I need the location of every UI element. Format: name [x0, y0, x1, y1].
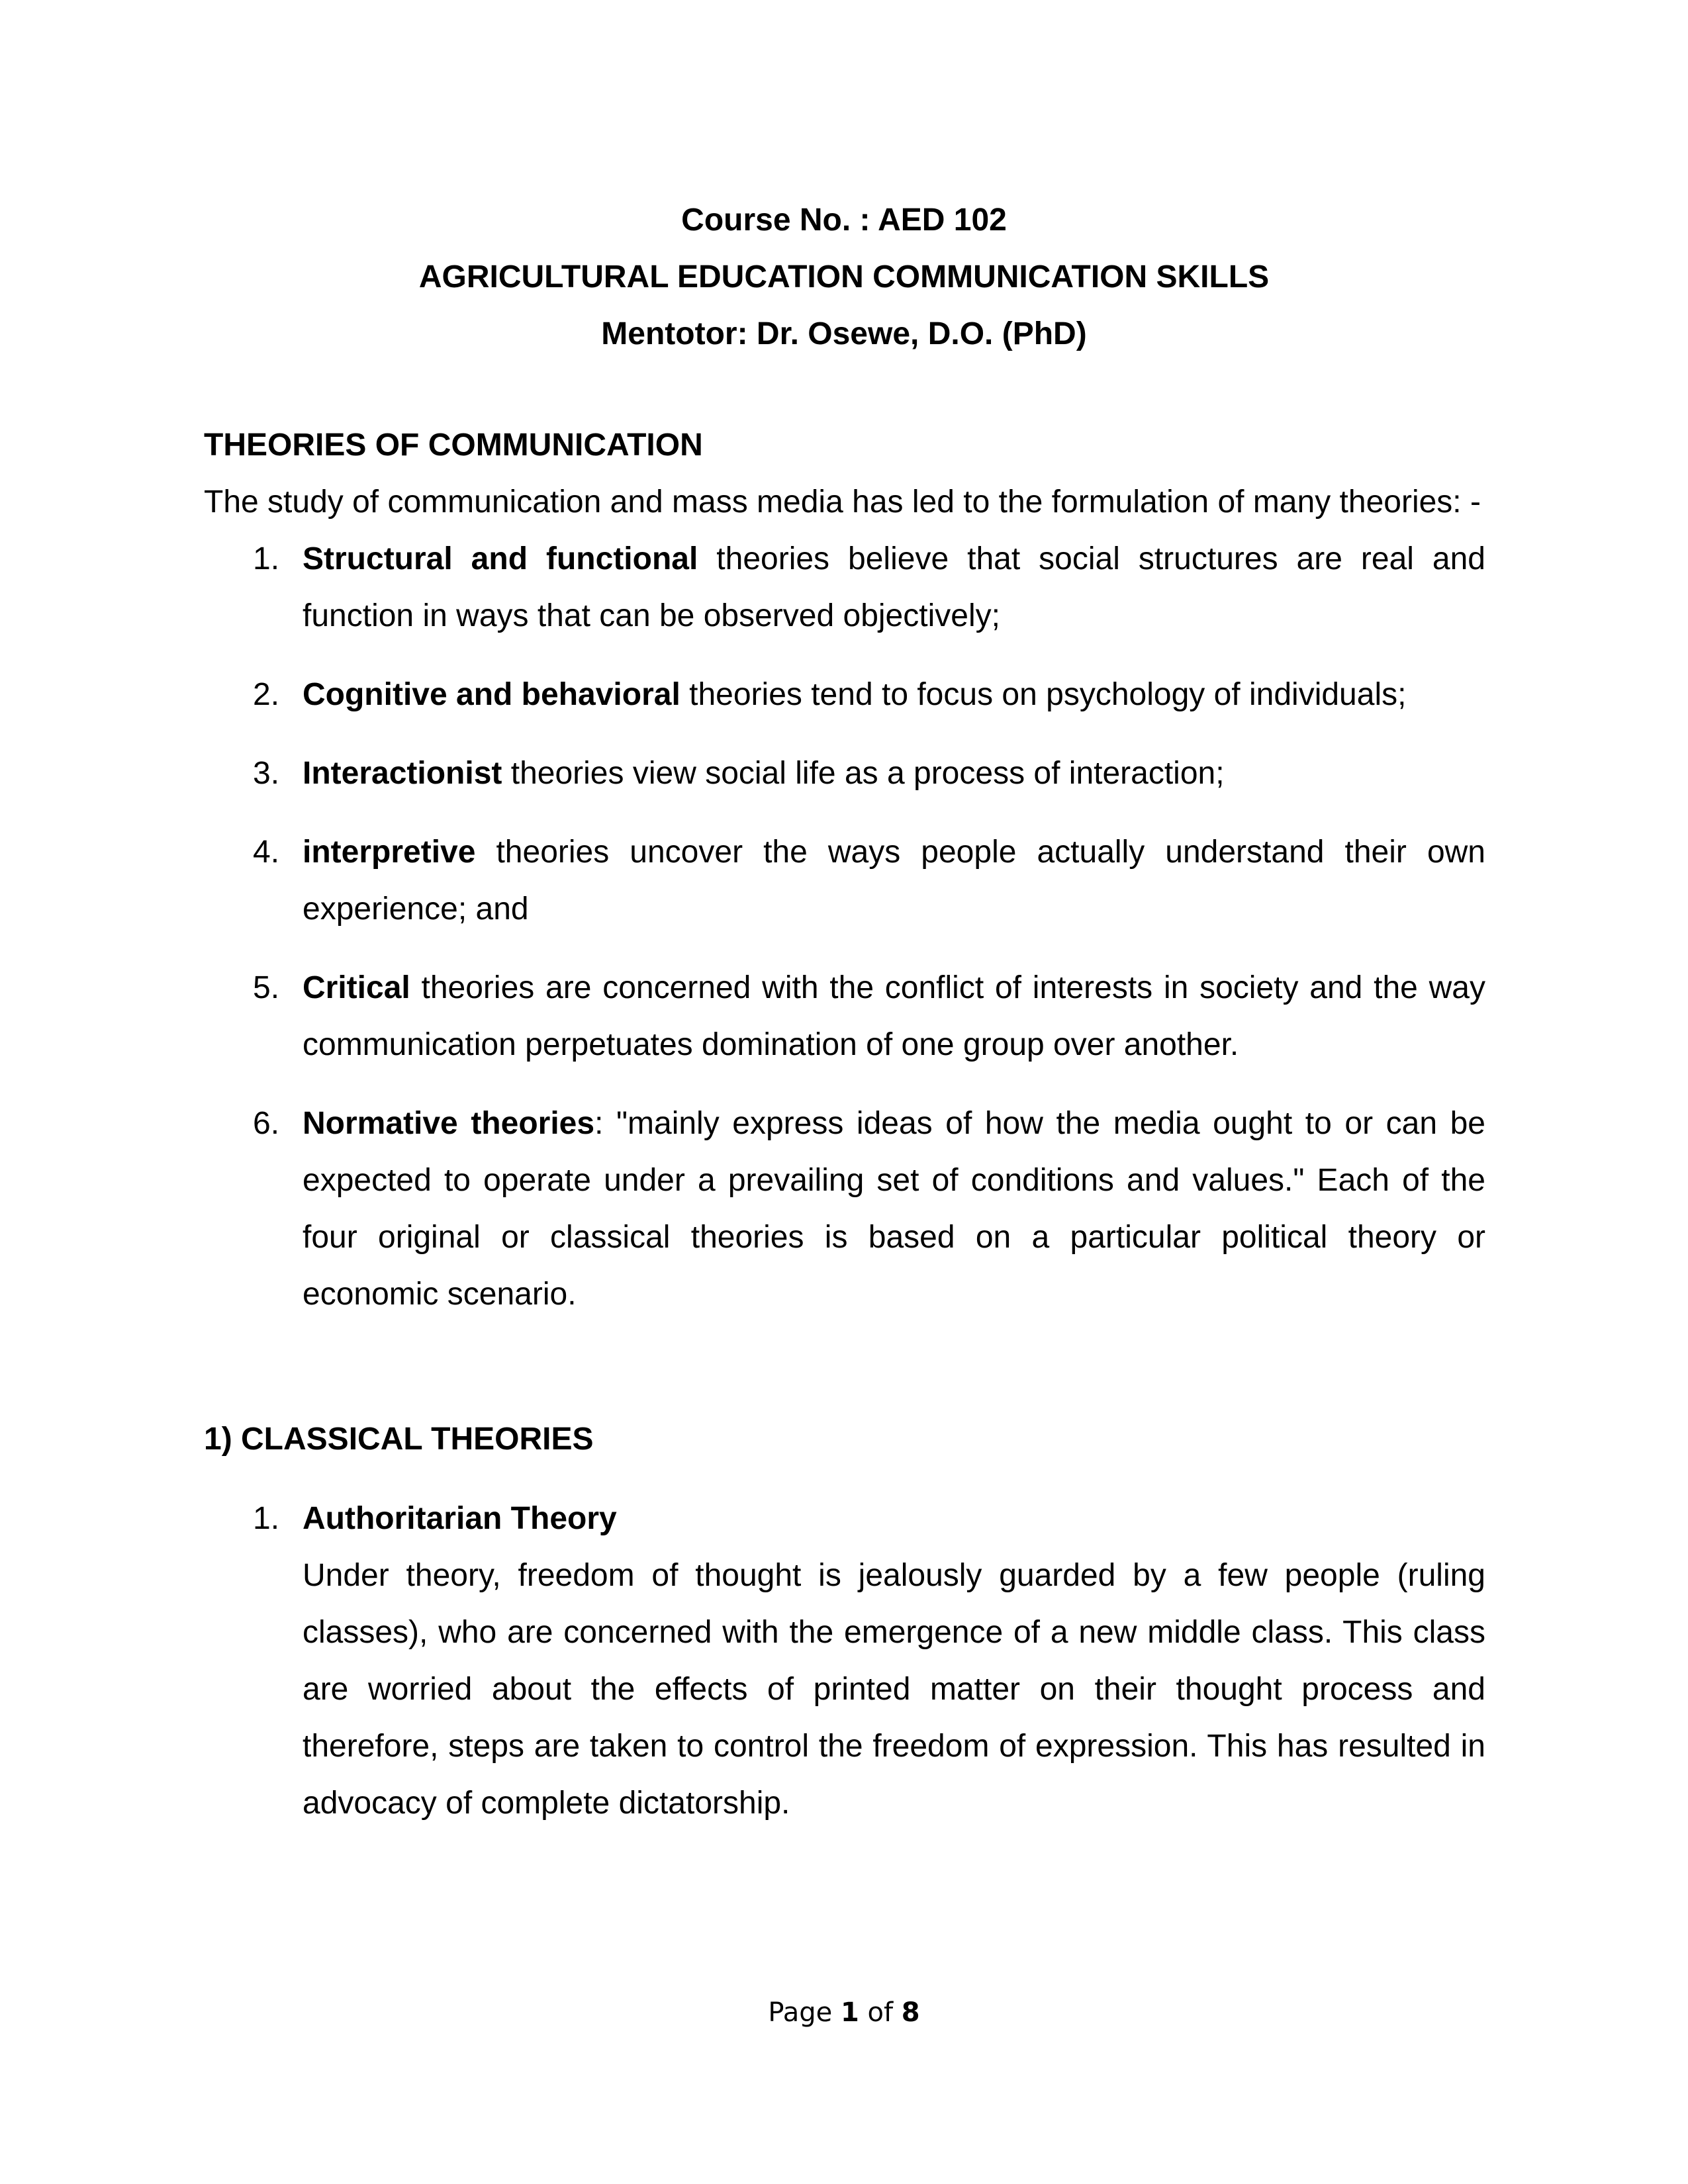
list-term: Normative theories — [303, 1106, 595, 1141]
list-number: 2. — [253, 677, 280, 712]
list-item — [204, 1490, 1485, 1832]
list-text: theories are concerned with the conflict of interests in society and the way communication perpetuates domination of one group over another. — [303, 970, 1485, 1062]
list-item — [204, 666, 1485, 723]
list-term: Critical — [303, 970, 410, 1005]
theories-intro: The study of communication and mass media has led to the formulation of many theories: - — [204, 484, 1481, 520]
course-number: Course No. : AED 102 — [681, 203, 1007, 238]
list-term: Interactionist — [303, 756, 502, 791]
list-number: 4. — [253, 835, 280, 870]
list-text: theories tend to focus on psychology of individuals; — [680, 677, 1407, 712]
section-spacer — [204, 1345, 1485, 1411]
authoritarian-theory-text: Under theory, freedom of thought is jealously guarded by a few people (ruling classes), who are concerned with the emergence of a new middle class. This class are worried about the effects of printed matter on their thought process and therefore, steps are taken to control the freedom of expression. This has resulted in advocacy of complete dictatorship. — [303, 1558, 1485, 1821]
document-body — [204, 417, 1485, 1832]
list-item — [204, 745, 1485, 802]
list-item — [204, 960, 1485, 1073]
page-footer — [0, 1997, 1688, 2028]
page-label: Page — [768, 1997, 833, 2028]
list-number: 6. — [253, 1106, 280, 1141]
list-term: interpretive — [303, 835, 476, 870]
list-text: theories view social life as a process of interaction; — [502, 756, 1225, 791]
authoritarian-theory-title: Authoritarian Theory — [303, 1501, 617, 1536]
mentor-line: Mentotor: Dr. Osewe, D.O. (PhD) — [601, 316, 1087, 351]
list-term: Structural and functional — [303, 541, 698, 576]
list-number: 5. — [253, 970, 280, 1005]
classical-theories-heading: 1) CLASSICAL THEORIES — [204, 1422, 594, 1457]
page-total: 8 — [901, 1997, 920, 2028]
list-item — [204, 824, 1485, 938]
document-header — [0, 192, 1688, 363]
page-current: 1 — [840, 1997, 859, 2028]
theories-list — [204, 531, 1485, 1323]
list-number: 3. — [253, 756, 280, 791]
list-text: theories believe that social structures are real and function in ways that can be observed objectively; — [303, 541, 1485, 633]
list-number: 1. — [253, 1501, 280, 1536]
of-label: of — [867, 1997, 894, 2028]
classical-theories-list — [204, 1490, 1485, 1832]
list-item — [204, 531, 1485, 645]
course-title: AGRICULTURAL EDUCATION COMMUNICATION SKILLS — [418, 259, 1270, 295]
list-term: Cognitive and behavioral — [303, 677, 680, 712]
list-number: 1. — [253, 541, 280, 576]
theories-heading: THEORIES OF COMMUNICATION — [204, 428, 703, 463]
list-text: theories uncover the ways people actually understand their own experience; and — [303, 835, 1485, 927]
list-text: : "mainly express ideas of how the media ought to or can be expected to operate under a prevailing set of conditions and values." Each of the four original or classical theories is based on a particular political theory or economic scenario. — [303, 1106, 1486, 1312]
list-item — [204, 1095, 1485, 1323]
